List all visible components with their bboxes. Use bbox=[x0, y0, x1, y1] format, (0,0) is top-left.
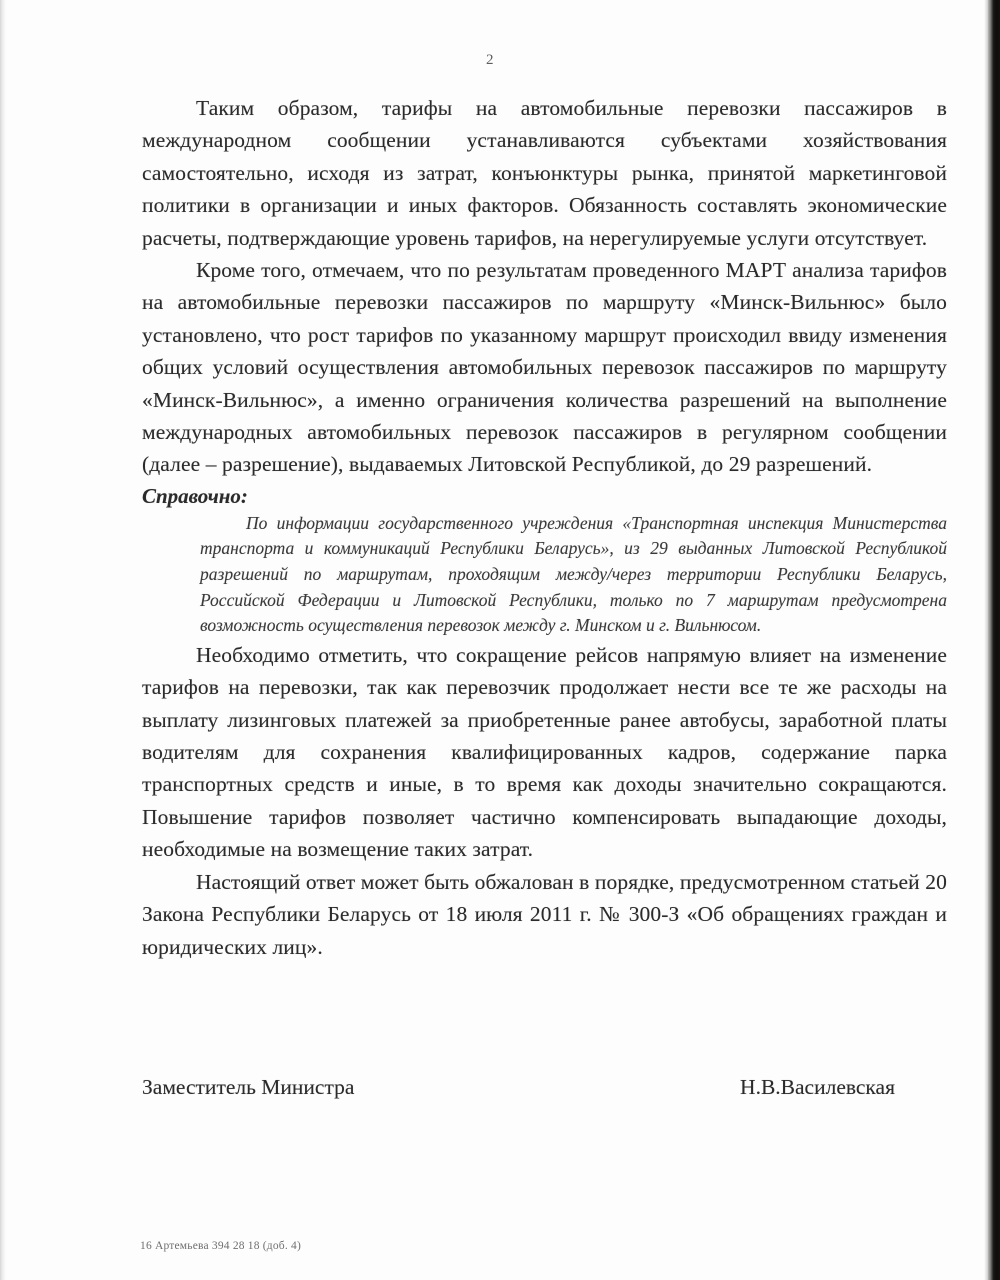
reference-note: По информации государственного учреждения «Транспортная инспекция Министерства транспорта и коммуникаций Республики Беларусь», из 29 выданных Литовской Республикой разрешений по маршрутам, проходящим между/через территории Республики Беларусь, Российской Федерации и Литовской Республики, только по 7 маршрутам предусмотрена возможность осуществления перевозок между г. Минском и г. Вильнюсом. bbox=[200, 512, 947, 636]
reference-label: Справочно: bbox=[142, 483, 248, 508]
paragraph-tariffs-established: Таким образом, тарифы на автомобильные перевозки пассажиров в международном сообщении устанавливаются субъектами хозяйствования самостоятельно, исходя из затрат, конъюнктуры рынка, принятой маркетинговой политики в организации и иных факторов. Обязанность составлять экономические расчеты, подтверждающие уровень тарифов, на нерегулируемые услуги отсутствует. bbox=[142, 96, 947, 250]
paragraph-mart-analysis: Кроме того, отмечаем, что по результатам проведенного МАРТ анализа тарифов на автомобильные перевозки пассажиров по маршруту «Минск-Вильнюс» было установлено, что рост тарифов по указанному маршрут происходил ввиду изменения общих условий осуществления автомобильных перевозок пассажиров по маршруту «Минск-Вильнюс», а именно ограничения количества разрешений на выполнение международных автомобильных перевозок пассажиров в регулярном сообщении (далее – разрешение), выдаваемых Литовской Республикой, до 29 разрешений. bbox=[142, 258, 947, 477]
paragraph-route-reduction: Необходимо отметить, что сокращение рейсов напрямую влияет на изменение тарифов на перевозки, так как перевозчик продолжает нести все те же расходы на выплату лизинговых платежей за приобретенные ранее автобусы, заработной платы водителям для сохранения квалифицированных кадров, содержание парка транспортных средств и иные, в то время как доходы значительно сокращаются. Повышение тарифов позволяет частично компенсировать выпадающие доходы, необходимые на возмещение таких затрат. bbox=[142, 642, 947, 862]
page-number: 2 bbox=[486, 52, 494, 68]
signature-position: Заместитель Министра bbox=[142, 1075, 355, 1099]
scan-right-edge bbox=[988, 0, 1000, 1280]
paragraph-appeal-procedure: Настоящий ответ может быть обжалован в порядке, предусмотренном статьей 20 Закона Республики Беларусь от 18 июля 2011 г. № 300-З «Об обращениях граждан и юридических лиц». bbox=[142, 869, 947, 959]
document-body bbox=[142, 92, 947, 963]
signature-block bbox=[142, 1075, 947, 1100]
scan-left-edge bbox=[0, 0, 6, 1280]
signature-name: Н.В.Василевская bbox=[740, 1075, 895, 1099]
footer-contact-note: 16 Артемьева 394 28 18 (доб. 4) bbox=[140, 1240, 301, 1252]
